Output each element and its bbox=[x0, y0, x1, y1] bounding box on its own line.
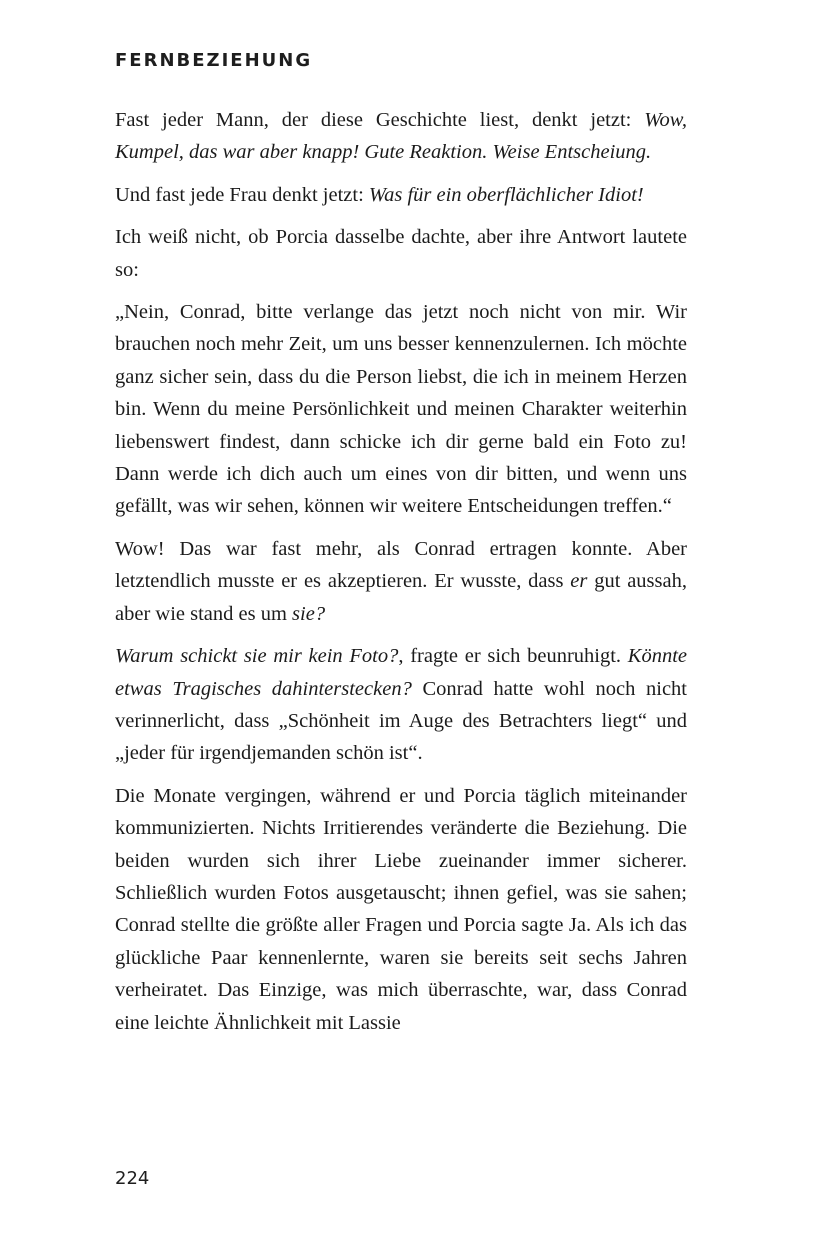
italic-text-run: Was für ein oberflächlicher Idiot! bbox=[368, 183, 644, 206]
italic-text-run: Warum schickt sie mir kein Foto? bbox=[115, 645, 399, 668]
paragraph bbox=[115, 179, 687, 211]
paragraph bbox=[115, 533, 687, 630]
text-run: Wow! Das war fast mehr, als Conrad ertragen konnte. Aber letztendlich musste er es akzeptieren. Er wusste, dass bbox=[115, 537, 687, 593]
text-run: Die Monate vergingen, während er und Porcia täglich miteinander kommunizierten. Nichts Irritierendes veränderte die Beziehung. Die beiden wurden sich ihrer Liebe zueinander immer sicherer. Schließlich wurden Fotos ausgetauscht; ihnen gefiel, was sie sahen; Conrad stellte die größte aller Fragen und Porcia sagte Ja. Als ich das glückliche Paar kennenlernte, waren sie bereits seit sechs Jahren verheiratet. Das Einzige, was mich überraschte, war, dass Conrad eine leichte Ähnlichkeit mit Lassie bbox=[115, 784, 687, 1034]
running-head: FERNBEZIEHUNG bbox=[115, 50, 313, 71]
text-run: Fast jeder Mann, der diese Geschichte liest, denkt jetzt: bbox=[115, 109, 645, 131]
body-text bbox=[115, 104, 687, 1049]
text-run: Und fast jede Frau denkt jetzt: bbox=[115, 183, 369, 206]
text-run: Ich weiß nicht, ob Porcia dasselbe dachte, aber ihre Antwort lautete so: bbox=[115, 226, 687, 281]
italic-text-run: Könnte etwas Tragisches dahinterstecken? bbox=[115, 645, 687, 700]
paragraph bbox=[115, 104, 687, 169]
text-run: „Nein, Conrad, bitte verlange das jetzt noch nicht von mir. Wir brauchen noch mehr Zeit, um uns besser kennenzulernen. Ich möchte ganz sicher sein, dass du die Person liebst, die ich in meinem Herzen bin. Wenn du meine Persönlichkeit und meinen Charakter weiterhin liebenswert findest, dann schicke ich dir gerne bald ein Foto zu! Dann werde ich dich auch um eines von dir bitten, und wenn uns gefällt, was wir sehen, können wir weitere Entscheidungen treffen.“ bbox=[115, 301, 687, 518]
paragraph bbox=[115, 780, 687, 1039]
paragraph bbox=[115, 640, 687, 770]
text-run: Conrad hatte wohl noch nicht verinnerlicht, dass „Schönheit im Auge des Betrachters liegt“ und „jeder für irgendjemanden schön ist“. bbox=[115, 677, 687, 765]
page-number: 224 bbox=[115, 1168, 150, 1189]
italic-text-run: er bbox=[570, 570, 588, 593]
text-run: gut aussah, aber wie stand es um bbox=[115, 570, 687, 625]
italic-text-run: sie? bbox=[292, 602, 326, 625]
paragraph bbox=[115, 221, 687, 286]
italic-text-run: Wow, Kumpel, das war aber knapp! Gute Reaktion. Weise Entscheiung. bbox=[115, 109, 687, 164]
text-run: , fragte er sich beunruhigt. bbox=[398, 645, 628, 668]
paragraph bbox=[115, 296, 687, 523]
